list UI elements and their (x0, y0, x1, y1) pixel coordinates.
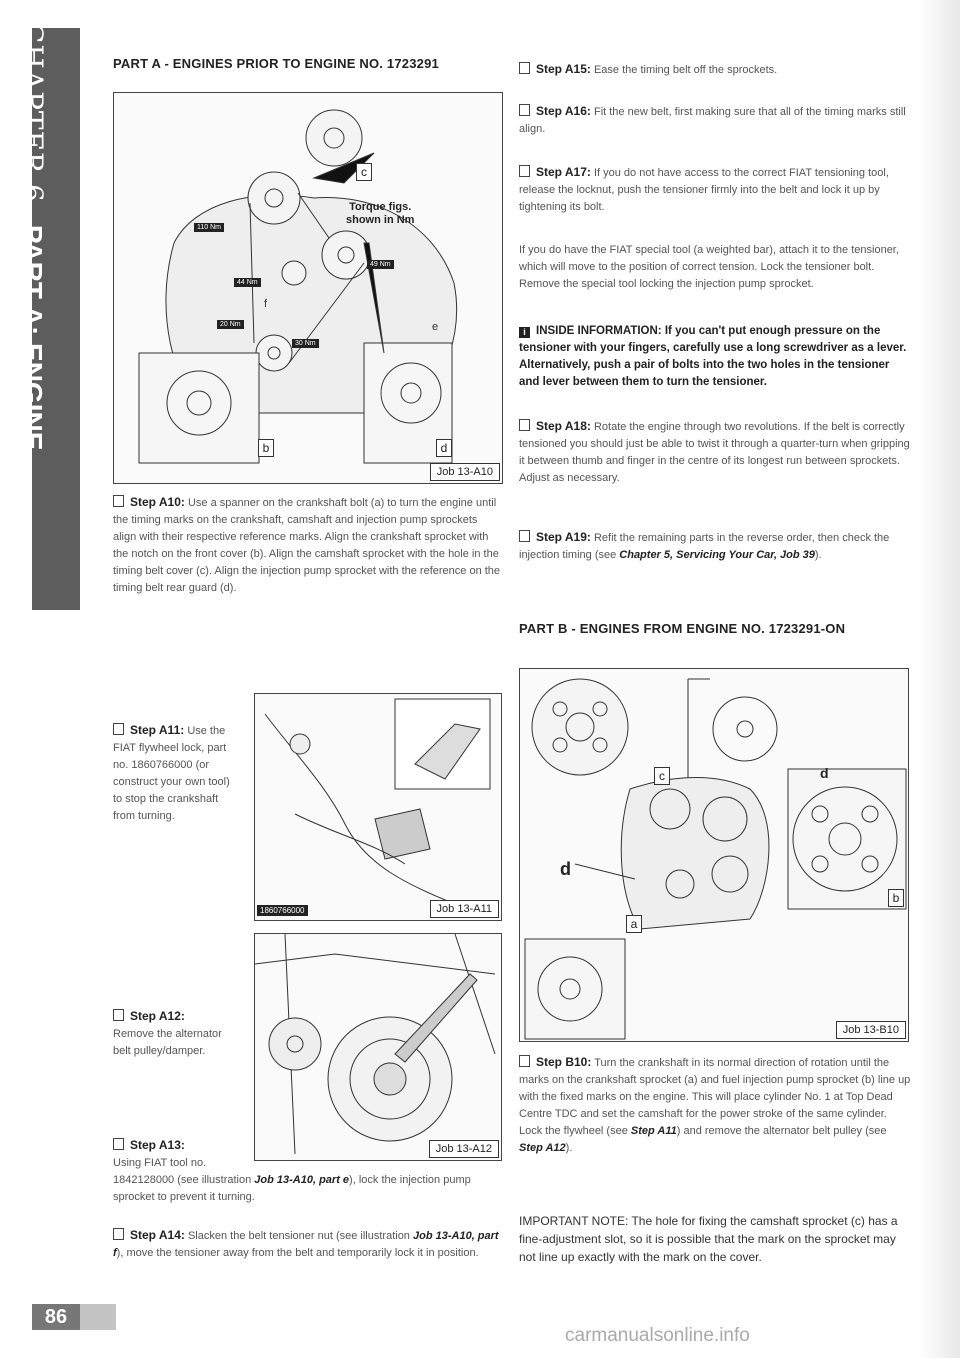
step-b10-ref-2: Step A12 (519, 1142, 566, 1154)
step-a17 (519, 164, 909, 216)
sidebar-part: PART A: ENGINE (17, 224, 48, 451)
step-a12-label: Step A12: (130, 1009, 185, 1023)
step-a17-label: Step A17: (536, 165, 591, 179)
part-d2-letter: d (820, 765, 829, 781)
step-a15-label: Step A15: (536, 62, 591, 76)
pulley-damper-diagram (255, 934, 501, 1160)
chapter-sidebar (16, 22, 80, 610)
scan-shadow (920, 0, 960, 1358)
step-a13-ref: Job 13-A10, part e (254, 1174, 350, 1186)
torque-note-line-1: Torque figs. (349, 201, 412, 213)
step-a17-checkbox[interactable] (519, 165, 530, 177)
label-b: b (258, 439, 274, 457)
step-b10-text-3: ). (565, 1142, 573, 1154)
torque-note-line-2: shown in Nm (346, 214, 415, 226)
step-a11 (113, 722, 241, 825)
step-a18-text: Rotate the engine through two revolutions. If the belt is correctly tensioned you should just be able to twist it through a quarter-turn when gripping it between thumb and finger in the centre of its longest run between sprockets. Adjust as necessary. (519, 421, 910, 484)
engine-timing-diagram (114, 93, 502, 483)
step-a16 (519, 103, 909, 138)
watermark: carmanualsonline.info (565, 1325, 750, 1346)
tool-number-tag: 1860766000 (257, 905, 308, 916)
step-a14-text-1: Slacken the belt tensioner nut (see illustration (187, 1230, 410, 1242)
step-a12-checkbox[interactable] (113, 1009, 124, 1021)
torque-tag-5: 30 Nm (292, 339, 319, 348)
step-a14 (113, 1227, 501, 1262)
step-a15-text: Ease the timing belt off the sprockets. (593, 64, 778, 76)
step-a19-text-2: ). (814, 549, 822, 561)
step-a15-checkbox[interactable] (519, 62, 530, 74)
step-a14-checkbox[interactable] (113, 1228, 124, 1240)
step-a12-text: Remove the alternator belt pulley/damper. (113, 1028, 222, 1057)
label-b-b10: b (888, 889, 904, 907)
step-a18 (519, 418, 911, 487)
step-a17-text: If you do not have access to the correct FIAT tensioning tool, release the locknut, push the tensioner firmly into the belt and lock it up by tightening its bolt. (519, 167, 889, 213)
info-icon: i (519, 327, 530, 338)
step-a13-text-2: 1842128000 (see illustration (113, 1174, 252, 1186)
step-a14-label: Step A14: (130, 1228, 185, 1242)
figure-job-13-b10 (519, 668, 909, 1042)
step-a11-text: Use the FIAT flywheel lock, part no. 1860766000 (or construct your own tool) to stop the crankshaft from turning. (113, 725, 230, 822)
important-note: IMPORTANT NOTE: The hole for fixing the camshaft sprocket (c) has a fine-adjustment slot, so it is possible that the mark on the sprocket may not line up exactly with the mark on the cover. (519, 1214, 898, 1264)
step-b10-label: Step B10: (536, 1055, 592, 1069)
part-d-letter: d (560, 859, 571, 879)
torque-tag-3: 49 Nm (367, 260, 394, 269)
figure-job-13-a11 (254, 693, 502, 921)
page-number-tab (32, 1304, 116, 1330)
step-a14-text-2: ), move the tensioner away from the belt and temporarily lock it in position. (116, 1247, 479, 1259)
step-a17-continued: If you do have the FIAT special tool (a weighted bar), attach it to the tensioner, which will move to the position of correct tension. Lock the tensioner bolt. Remove the special tool locking the injection pump sprocket. (519, 244, 899, 290)
step-a18-label: Step A18: (536, 419, 591, 433)
step-a19-ref: Chapter 5, Servicing Your Car, Job 39 (619, 549, 815, 561)
step-a19-checkbox[interactable] (519, 530, 530, 542)
step-a12 (113, 1008, 241, 1060)
step-a19 (519, 529, 911, 564)
part-e-letter: e (432, 321, 439, 333)
step-b10 (519, 1054, 911, 1157)
label-d: d (436, 439, 452, 457)
step-a13-label: Step A13: (130, 1138, 185, 1152)
inside-info-label: INSIDE INFORMATION: (536, 325, 662, 337)
torque-tag-1: 110 Nm (194, 223, 224, 232)
step-b10-checkbox[interactable] (519, 1055, 530, 1067)
step-a18-checkbox[interactable] (519, 419, 530, 431)
step-a19-text-1: Refit the remaining parts in the reverse order, then check the injection timing (see (519, 532, 890, 561)
step-a14-ref: Job 13-A10, part f (113, 1230, 499, 1259)
part-f-letter: f (264, 298, 268, 310)
step-a10-label: Step A10: (130, 495, 185, 509)
step-a13 (113, 1137, 501, 1206)
step-a13-text-1: Using FIAT tool no. (113, 1157, 207, 1169)
job-label-a11: Job 13-A11 (430, 900, 499, 918)
step-a19-label: Step A19: (536, 530, 591, 544)
step-a16-text: Fit the new belt, first making sure that all of the timing marks still align. (519, 106, 906, 135)
part-b-heading: PART B - ENGINES FROM ENGINE NO. 1723291-ON (519, 621, 846, 636)
step-a11-label: Step A11: (130, 723, 185, 737)
step-a10-text: Use a spanner on the crankshaft bolt (a) to turn the engine until the timing marks on the crankshaft, camshaft and injection pump sprockets align with their respective reference marks. Align the crankshaft sprocket with the notch on the front cover (b). Align the camshaft sprocket with the hole in the timing belt cover (c). Align the injection pump sprocket with the reference on the timing belt rear guard (d). (113, 497, 501, 594)
inside-information (519, 323, 911, 391)
step-a16-label: Step A16: (536, 104, 591, 118)
job-label-b10: Job 13-B10 (836, 1021, 906, 1039)
flywheel-lock-diagram (255, 694, 501, 920)
sidebar-chapter: CHAPTER 6 (16, 22, 49, 203)
step-a16-checkbox[interactable] (519, 104, 530, 116)
label-c: c (356, 163, 372, 181)
step-a15 (519, 61, 909, 79)
job-label-a10: Job 13-A10 (430, 463, 500, 481)
step-a11-checkbox[interactable] (113, 723, 124, 735)
part-a-heading: PART A - ENGINES PRIOR TO ENGINE NO. 1723291 (113, 56, 439, 71)
step-b10-text-1: Turn the crankshaft in its normal direction of rotation until the marks on the crankshaft sprocket (a) and fuel injection pump sprocket (b) line up with the fixed marks on the engine. This will place cylinder No. 1 at Top Dead Centre TDC and set the camshaft for the power stroke of the same cylinder. Lock the flywheel (see (519, 1057, 911, 1137)
label-a-b10: a (626, 915, 642, 933)
torque-tag-2: 44 Nm (234, 278, 261, 287)
step-a13-text-3: ), lock the injection pump sprocket to prevent it turning. (113, 1174, 471, 1203)
figure-job-13-a12 (254, 933, 502, 1161)
step-a10 (113, 494, 501, 597)
inside-info-text: If you can't put enough pressure on the tensioner with your fingers, carefully use a long screwdriver as a lever. Alternatively, push a pair of bolts into the two holes in the tensioner and lever between them to turn the tensioner. (519, 325, 907, 388)
figure-job-13-a10 (113, 92, 503, 484)
step-a10-checkbox[interactable] (113, 495, 124, 507)
step-b10-ref-1: Step A11 (630, 1125, 677, 1137)
step-a13-checkbox[interactable] (113, 1138, 124, 1150)
part-b-timing-diagram (520, 669, 908, 1041)
label-c-b10: c (654, 767, 670, 785)
page-number: 86 (32, 1304, 80, 1330)
step-b10-text-2: ) and remove the alternator belt pulley (see (676, 1125, 887, 1137)
torque-tag-4: 20 Nm (217, 320, 244, 329)
job-label-a12: Job 13-A12 (429, 1140, 499, 1158)
